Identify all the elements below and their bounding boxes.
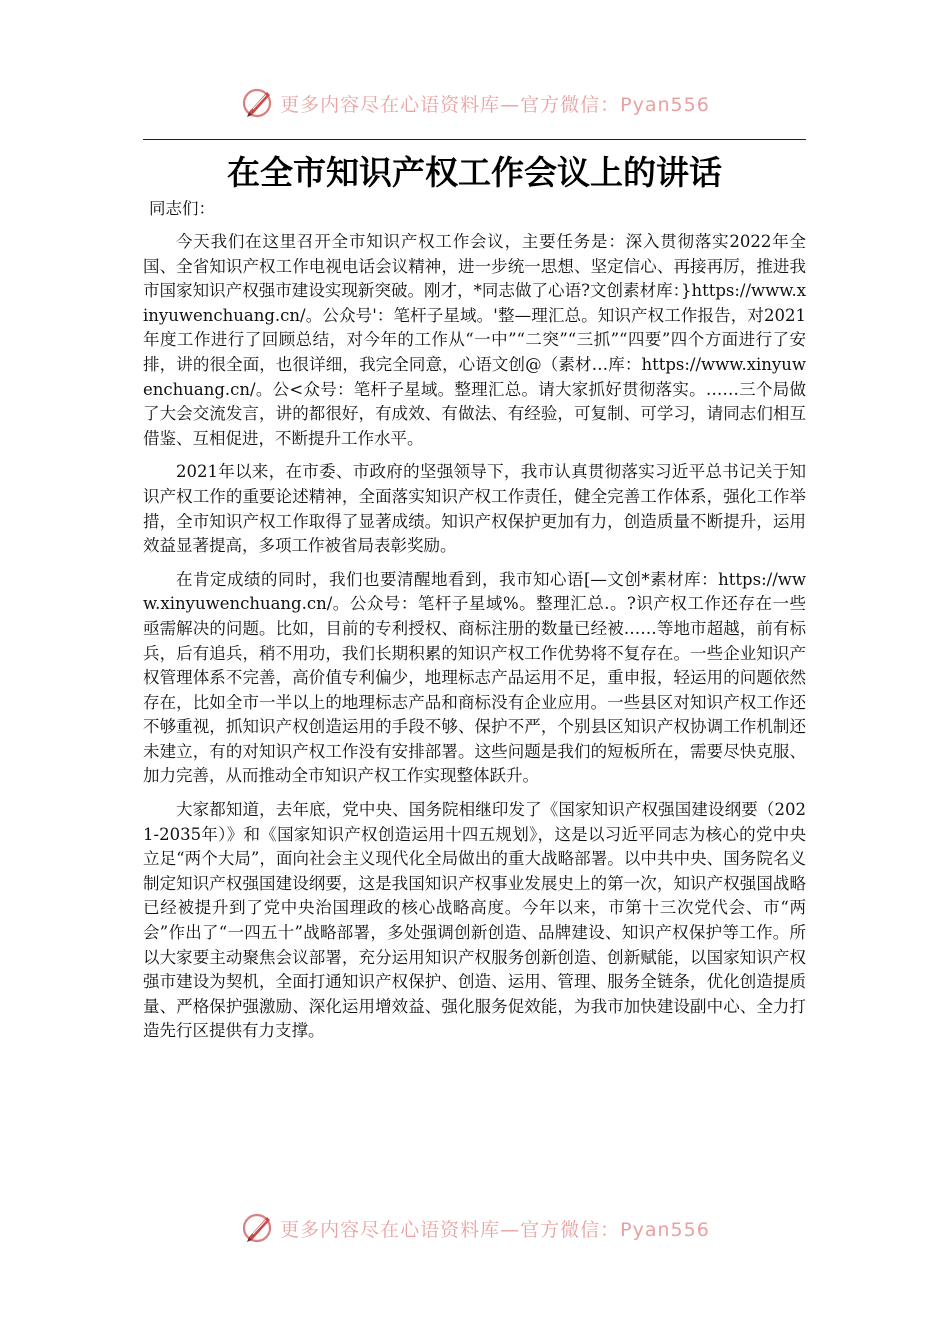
page-title: 在全市知识产权工作会议上的讲话 — [227, 153, 722, 192]
pen-logo-icon — [240, 1210, 276, 1246]
paragraph-3: 在肯定成绩的同时，我们也要清醒地看到，我市知心语[—文创*素材库：https://www.xinyuwenchuang.cn/。公众号：笔杆子星域%。整理汇总.。?识产权工作还存在一些亟需解决的问题。比如，目前的专利授权、商标注册的数量已经被……等地市超越，前有标兵，后有追兵，稍不用功，我们长期积累的知识产权工作优势将不复存在。一些企业知识产权管理体系不完善，高价值专利偏少，地理标志产品运用不足，重申报，轻运用的问题依然存在，比如全市一半以上的地理标志产品和商标没有企业应用。一些县区对知识产权工作还不够重视，抓知识产权创造运用的手段不够、保护不严，个别县区知识产权协调工作机制还未建立，有的对知识产权工作没有安排部署。这些问题是我们的短板所在，需要尽快克服、加力完善，从而推动全市知识产权工作实现整体跃升。 — [143, 569, 806, 786]
banner-text: 更多内容尽在心语资料库—官方微信：Pyan556 — [280, 93, 710, 116]
salutation: 同志们： — [149, 199, 215, 218]
header-divider — [143, 139, 806, 140]
banner-text: 更多内容尽在心语资料库—官方微信：Pyan556 — [280, 1218, 710, 1241]
header-banner — [0, 83, 950, 123]
pen-logo-icon — [240, 85, 276, 121]
paragraph-2: 2021年以来，在市委、市政府的坚强领导下，我市认真贯彻落实习近平总书记关于知识产权工作的重要论述精神，全面落实知识产权工作责任，健全完善工作体系，强化工作举措，全市知识产权工作取得了显著成绩。知识产权保护更加有力，创造质量不断提升，运用效益显著提高，多项工作被省局表彰奖励。 — [143, 462, 806, 556]
paragraph-1: 今天我们在这里召开全市知识产权工作会议，主要任务是：深入贯彻落实2022年全国、全省知识产权工作电视电话会议精神，进一步统一思想、坚定信心、再接再厉，推进我市国家知识产权强市建设实现新突破。刚才，*同志做了心语?文创素材库：}https://www.xinyuwenchuang.cn/。公众号'：笔杆子星域。'整—理汇总。知识产权工作报告，对2021年度工作进行了回顾总结，对今年的工作从“一中”“二突”“三抓”“四要”四个方面进行了安排，讲的很全面，也很详细，我完全同意，心语文创@（素材…库：https://www.xinyuwenchuang.cn/。公<众号：笔杆子星域。整理汇总。请大家抓好贯彻落实。……三个局做了大会交流发言，讲的都很好，有成效、有做法、有经验，可复制、可学习，请同志们相互借鉴、互相促进，不断提升工作水平。 — [143, 232, 806, 448]
footer-banner — [0, 1208, 950, 1248]
paragraph-4: 大家都知道，去年底，党中央、国务院相继印发了《国家知识产权强国建设纲要（2021-2035年）》和《国家知识产权创造运用十四五规划》，这是以习近平同志为核心的党中央立足“两个大局”，面向社会主义现代化全局做出的重大战略部署。以中共中央、国务院名义制定知识产权强国建设纲要，这是我国知识产权事业发展史上的第一次，知识产权强国战略已经被提升到了党中央治国理政的核心战略高度。今年以来，市第十三次党代会、市“两会”作出了“一四五十”战略部署，多处强调创新创造、品牌建设、知识产权保护等工作。所以大家要主动聚焦会议部署，充分运用知识产权服务创新创造、创新赋能，以国家知识产权强市建设为契机，全面打通知识产权保护、创造、运用、管理、服务全链条，优化创造提质量、严格保护强激励、深化运用增效益、强化服务促效能，为我市加快建设副中心、全力打造先行区提供有力支撑。 — [143, 800, 806, 1041]
speech-body — [143, 230, 806, 1053]
